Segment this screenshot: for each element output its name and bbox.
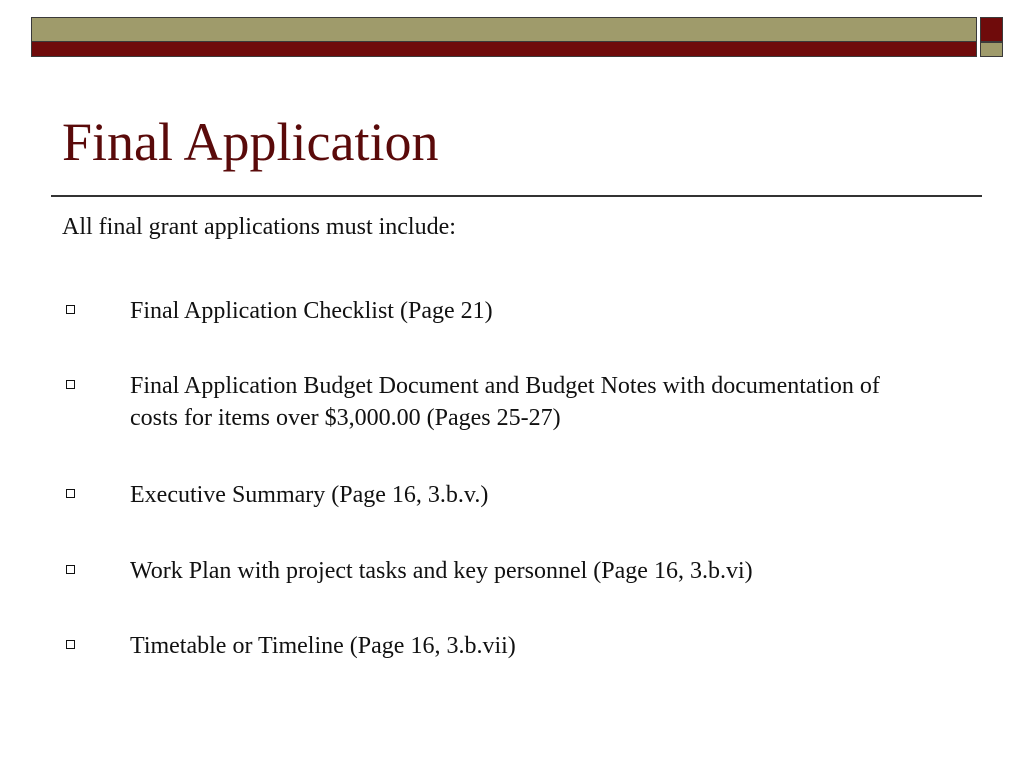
hollow-square-bullet-icon	[66, 305, 75, 314]
corner-block-maroon	[980, 17, 1003, 42]
bullet-text: Final Application Budget Document and Budget Notes with documentation of costs for items over $3,000.00 (Pages 25-27)	[130, 373, 880, 431]
bullet-text: Final Application Checklist (Page 21)	[130, 298, 493, 324]
bullet-text: Work Plan with project tasks and key personnel (Page 16, 3.b.vi)	[130, 558, 753, 584]
bullet-text: Timetable or Timeline (Page 16, 3.b.vii)	[130, 633, 516, 659]
hollow-square-bullet-icon	[66, 640, 75, 649]
hollow-square-bullet-icon	[66, 489, 75, 498]
header-banner	[31, 17, 977, 57]
bullet-text: Executive Summary (Page 16, 3.b.v.)	[130, 482, 489, 508]
hollow-square-bullet-icon	[66, 380, 75, 389]
slide-title: Final Application	[62, 112, 439, 172]
banner-olive-band	[32, 18, 976, 43]
title-divider	[51, 195, 982, 197]
corner-block-olive	[980, 42, 1003, 57]
intro-text: All final grant applications must include:	[62, 214, 456, 240]
hollow-square-bullet-icon	[66, 565, 75, 574]
banner-maroon-band	[32, 41, 976, 56]
